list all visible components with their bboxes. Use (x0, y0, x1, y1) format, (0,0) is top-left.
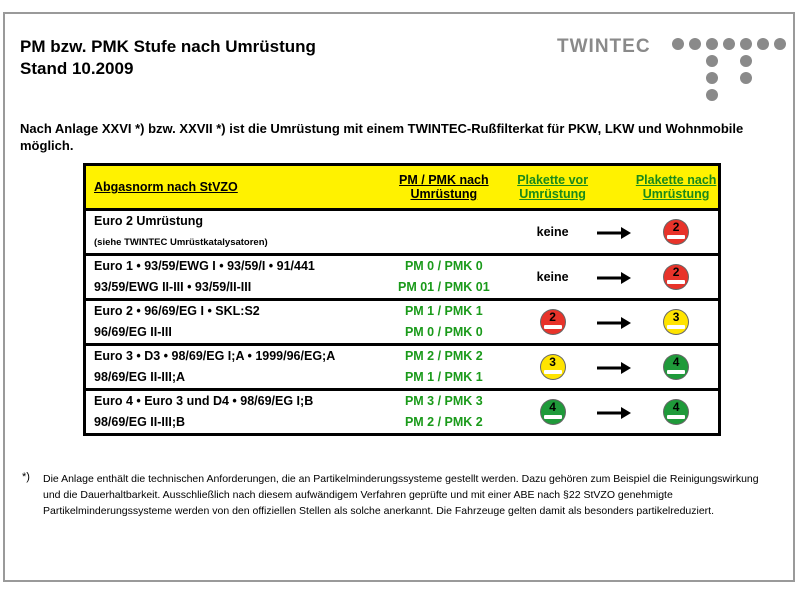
title-line-1: PM bzw. PMK Stufe nach Umrüstung (20, 37, 316, 56)
sticker-number: 2 (672, 265, 680, 279)
emission-sticker-icon (664, 265, 688, 289)
header-plakette-nach (634, 165, 719, 210)
footnote-mark: *) (22, 471, 30, 483)
emission-sticker-icon (664, 355, 688, 379)
sticker-before-cell (511, 345, 595, 390)
norm-cell (85, 300, 377, 345)
emission-sticker-icon (541, 310, 565, 334)
pm-line2: PM 2 / PMK 2 (404, 415, 483, 429)
norm-cell (85, 345, 377, 390)
header-pm-line1: PM / PMK nach (399, 173, 489, 187)
norm-line1: Euro 2 Umrüstung (94, 214, 204, 228)
pm-line1: PM 3 / PMK 3 (404, 394, 483, 408)
table-row (85, 300, 720, 345)
norm-line2: 96/69/EG II-III (94, 325, 172, 339)
sticker-after-cell (634, 300, 719, 345)
sticker-before-cell (511, 255, 595, 300)
norm-cell (85, 210, 377, 255)
emission-sticker-icon (664, 310, 688, 334)
header-plakette-vor (511, 165, 595, 210)
pm-line1: PM 1 / PMK 1 (404, 304, 483, 318)
norm-line2: 93/59/EWG II-III • 93/59/II-III (94, 280, 252, 294)
sticker-after-cell (634, 255, 719, 300)
table-header-row (85, 165, 720, 210)
emission-sticker-icon (541, 355, 565, 379)
right-arrow-icon (594, 390, 634, 435)
sticker-number: 4 (672, 355, 680, 369)
sticker-before-cell (511, 210, 595, 255)
pm-line1: PM 0 / PMK 0 (404, 259, 483, 273)
norm-line1: Euro 2 • 96/69/EG I • SKL:S2 (94, 304, 260, 318)
pm-cell (377, 345, 511, 390)
header-vor-line1: Plakette vor (517, 173, 589, 187)
header-nach-line1: Plakette nach (635, 173, 717, 187)
header-vor-line2: Umrüstung (519, 187, 586, 201)
sticker-after-cell (634, 210, 719, 255)
norm-line1: Euro 3 • D3 • 98/69/EG I;A • 1999/96/EG;A (94, 349, 336, 363)
pm-cell (377, 210, 511, 255)
sticker-number: 2 (672, 220, 680, 234)
intro-text: Nach Anlage XXVI *) bzw. XXVII *) ist die Umrüstung mit einem TWINTEC-Rußfilterkat für PKW, LKW und Wohnmobile möglich. (20, 121, 744, 153)
pm-cell (377, 390, 511, 435)
pm-line2: PM 1 / PMK 1 (404, 370, 483, 384)
emission-sticker-icon (541, 400, 565, 424)
sticker-number: 2 (549, 310, 556, 324)
header-pm (377, 165, 511, 210)
pm-cell (377, 255, 511, 300)
norm-cell (85, 255, 377, 300)
sticker-after-cell (634, 345, 719, 390)
header-abgasnorm: Abgasnorm nach StVZO (85, 165, 377, 210)
sticker-before-cell (511, 390, 595, 435)
norm-line2: 98/69/EG II-III;A (94, 370, 186, 384)
header-nach-line2: Umrüstung (642, 187, 710, 201)
norm-cell (85, 390, 377, 435)
header-pm-line2: Umrüstung (410, 187, 478, 201)
norm-line1: Euro 4 • Euro 3 und D4 • 98/69/EG I;B (94, 394, 314, 408)
emission-table (83, 163, 721, 436)
sticker-after-cell (634, 390, 719, 435)
norm-line2: (siehe TWINTEC Umrüstkatalysatoren) (94, 237, 268, 248)
no-sticker-text: keine (536, 225, 569, 239)
page-title (20, 36, 316, 80)
right-arrow-icon (594, 300, 634, 345)
norm-line1: Euro 1 • 93/59/EWG I • 93/59/I • 91/441 (94, 259, 315, 273)
right-arrow-icon (594, 210, 634, 255)
title-line-2: Stand 10.2009 (20, 59, 134, 78)
no-sticker-text: keine (536, 270, 569, 284)
brand-name: TWINTEC (557, 36, 651, 57)
emission-sticker-icon (664, 220, 688, 244)
sticker-number: 3 (672, 310, 680, 324)
sticker-number: 4 (672, 400, 680, 414)
sticker-number: 3 (549, 355, 556, 369)
right-arrow-icon (594, 255, 634, 300)
sticker-before-cell (511, 300, 595, 345)
table-row (85, 345, 720, 390)
pm-line1: PM 2 / PMK 2 (404, 349, 483, 363)
table-row (85, 255, 720, 300)
twintec-dots-logo (672, 38, 792, 108)
header-spacer (594, 165, 634, 210)
right-arrow-icon (594, 345, 634, 390)
norm-line2: 98/69/EG II-III;B (94, 415, 186, 429)
table-row (85, 210, 720, 255)
pm-cell (377, 300, 511, 345)
emission-sticker-icon (664, 400, 688, 424)
pm-line2: PM 01 / PMK 01 (397, 280, 490, 294)
footnote-text: Die Anlage enthält die technischen Anforderungen, die an Partikelminderungssysteme gestellt werden. Dazu gehören zum Beispiel die Reinigungswirkung und die Dauerhaltbarkeit. Ausschließlich nach diesem aufwändigem Verfahren geprüfte und mit einer ABE nach §22 StVZO genehmigte Partikelminderungssysteme werden von den offiziellen Stellen als solche anerkannt. Die Fahrzeuge gelten damit als besonders partikelreduziert. (43, 473, 759, 517)
table-row (85, 390, 720, 435)
sticker-number: 4 (549, 400, 556, 414)
pm-line2: PM 0 / PMK 0 (404, 325, 483, 339)
